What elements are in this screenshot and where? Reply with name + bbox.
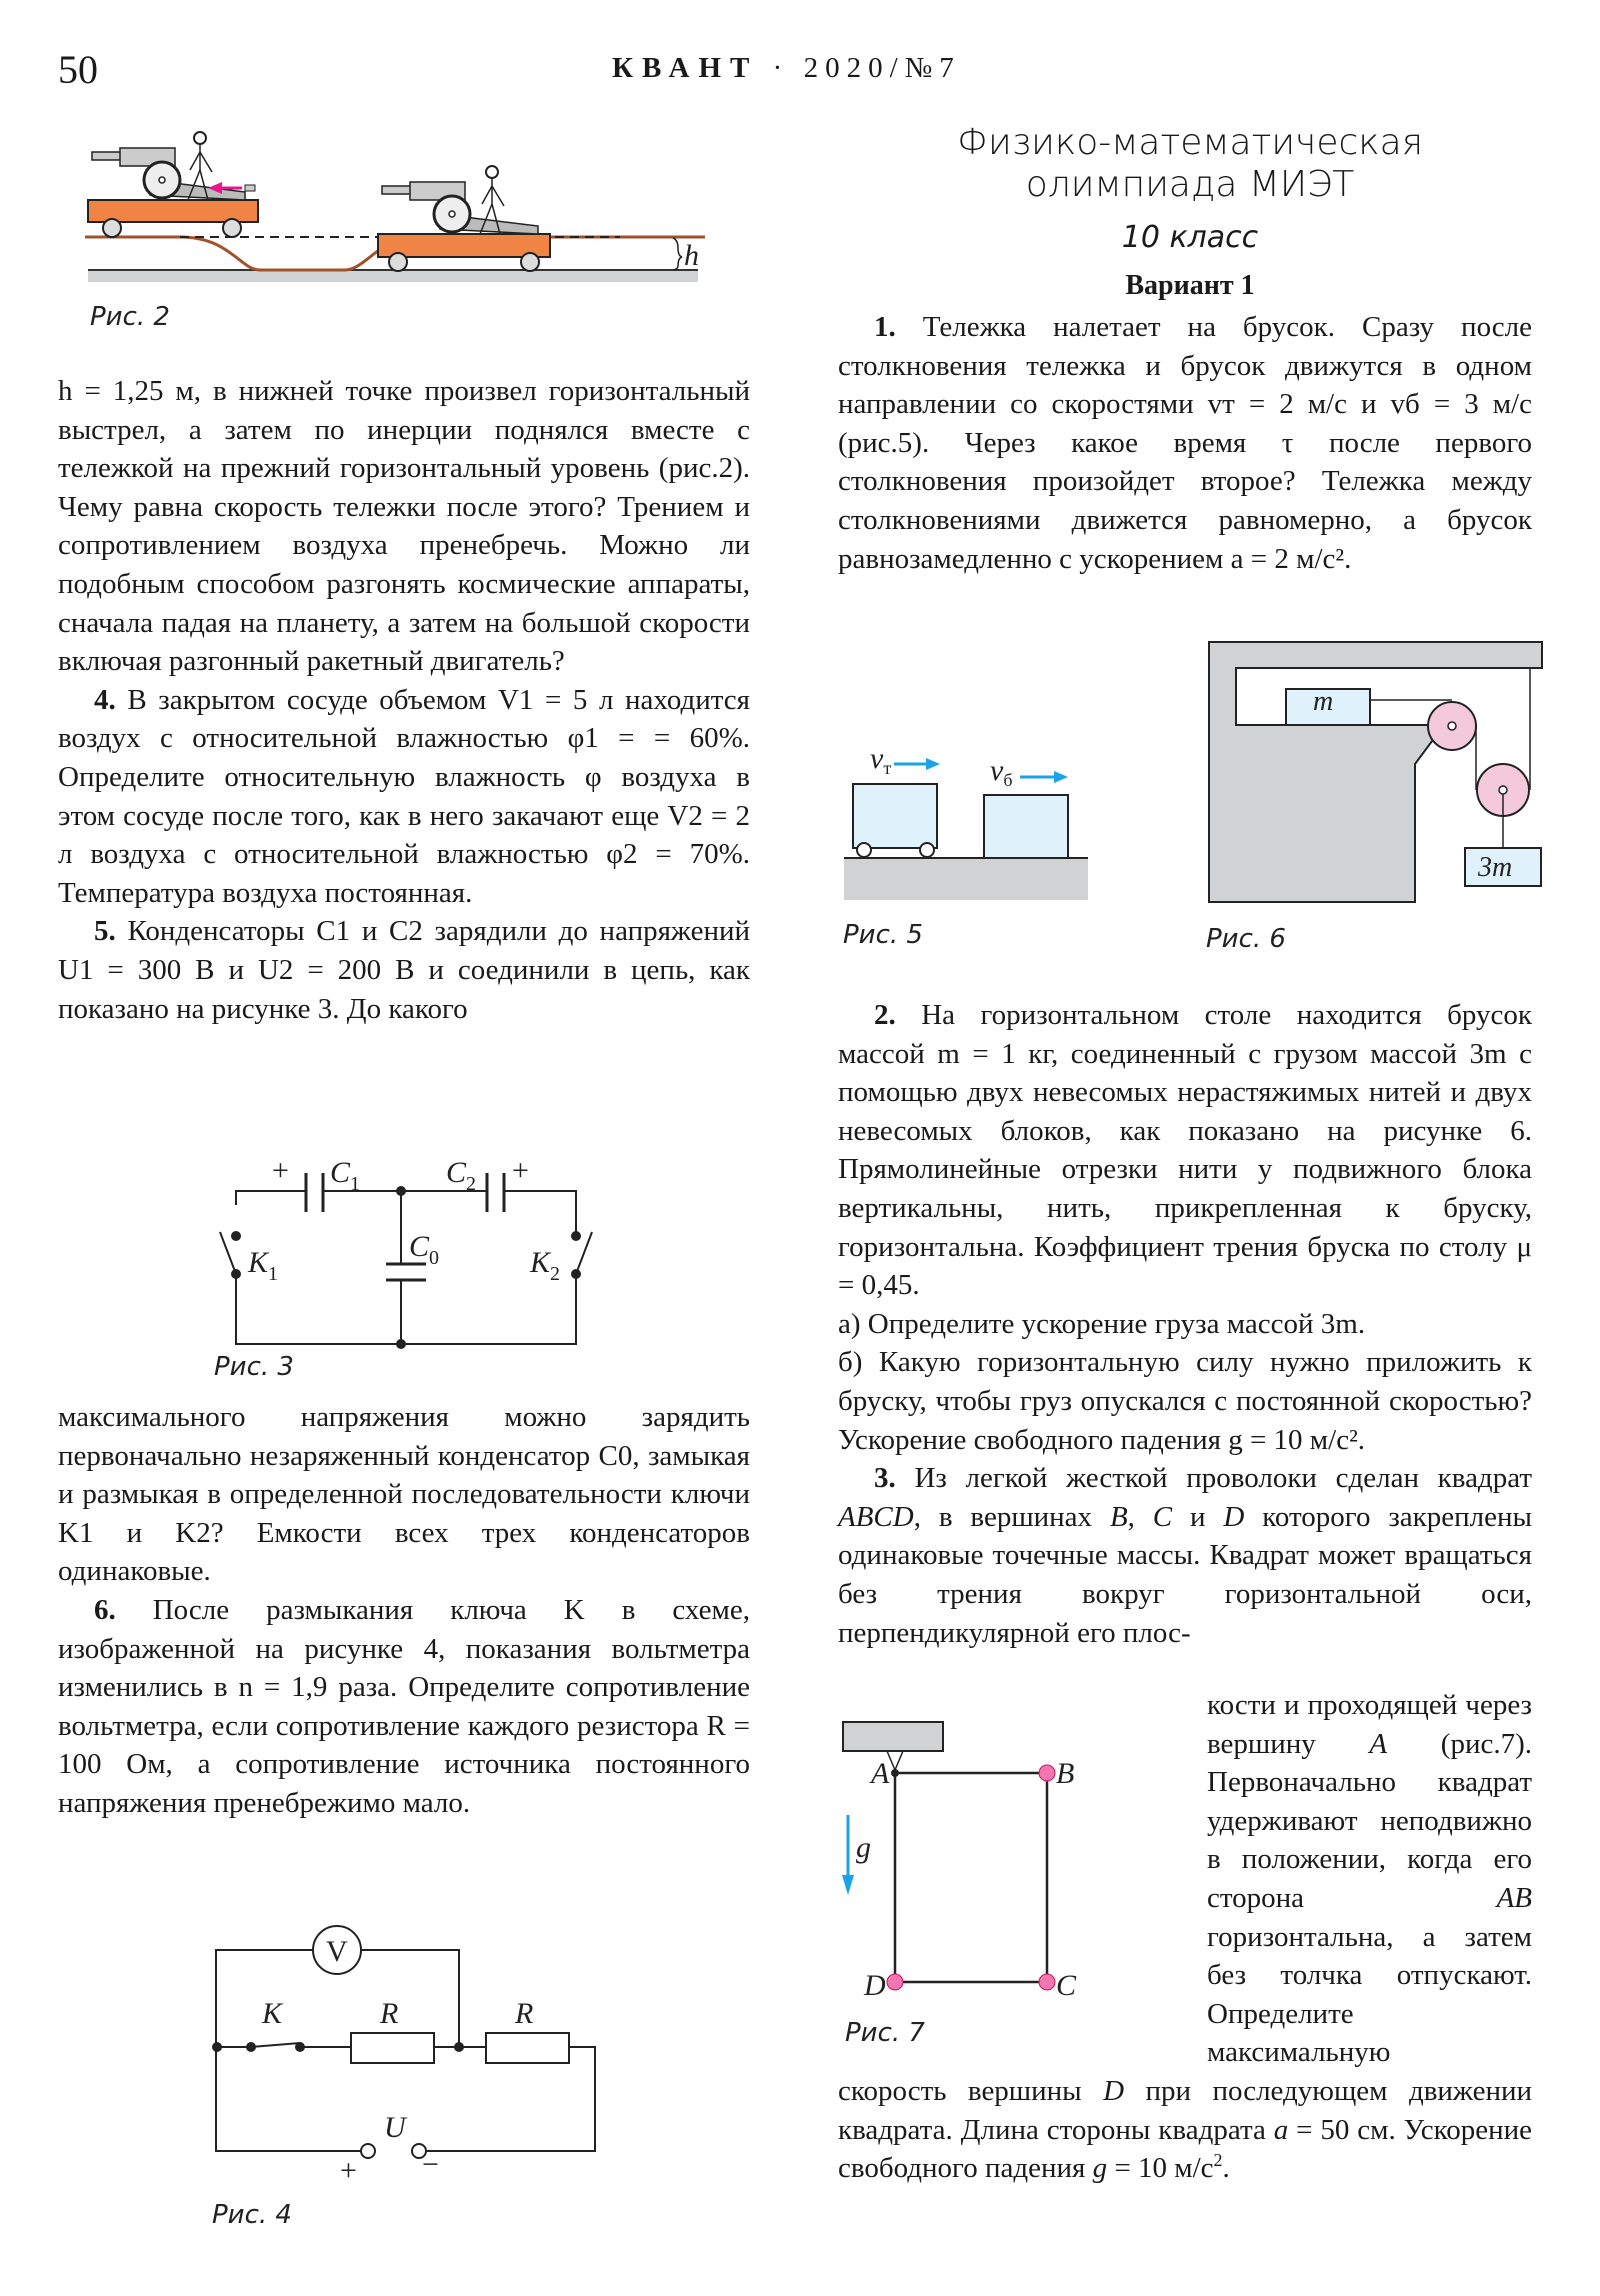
label-b: B (1056, 1757, 1075, 1790)
grade-label: 10 класс (1121, 220, 1259, 255)
problem-3-continuation: h = 1,25 м, в нижней точке произвел горизонтальный выстрел, а затем по инерции поднялся вместе с тележкой на прежний горизонтальный уровень (рис.2). Чему равна скорость тележки после этого? Трением и сопротивлением воздуха пренебречь. Можно ли подобным способом разгонять космические аппараты, сначала падая на планету, а затем на большой скорости включая разгонный ракетный двигатель? (58, 375, 750, 678)
label-v-cart: $v_т$ (870, 742, 892, 778)
label-k: K (262, 1997, 283, 2030)
label-plus-c2: + (512, 1154, 529, 1187)
figure-4-caption: Рис. 4 (212, 2200, 292, 2230)
label-plus-c1: + (272, 1154, 289, 1187)
figure-6-caption: Рис. 6 (1206, 924, 1286, 954)
problem-3-intro: 3. Из легкой жесткой проволоки сделан квадрат ABCD, в вершинах B, C и D которого закреплены одинаковые точечные массы. Квадрат может вращаться без трения вокруг горизонтальной оси, перпендикулярной его плос- (838, 1462, 1532, 1649)
problem-3-number: 3. (874, 1462, 896, 1495)
problem-5-text-before: Конденсаторы C1 и C2 зарядили до напряжений U1 = 300 В и U2 = 200 В и соединили в цепь, как показано на рисунке 3. До какого (58, 915, 751, 1025)
label-d: D (864, 1969, 886, 2002)
problem-6-number: 6. (94, 1593, 116, 1626)
problem-2-text: На горизонтальном столе находится брусок массой m = 1 кг, соединенный с грузом массой 3m с помощью двух невесомых нерастяжимых нитей и двух невесомых блоков, как показано на рисунке 6. Прямолинейные отрезки нити у подвижного блока вертикальны, нить, прикрепленная к бруску, горизонтальна. Коэффициент трения бруска по столу μ = 0,45. (838, 999, 1532, 1302)
label-c0: $C_0$ (409, 1230, 440, 1269)
figure-5-caption: Рис. 5 (843, 920, 923, 950)
label-minus: − (422, 2148, 439, 2181)
title-line-2: олимпиада МИЭТ (1025, 164, 1355, 205)
label-c2: $C_2$ (446, 1156, 477, 1195)
problem-2-part-b: б) Какую горизонтальную силу нужно приложить к бруску, чтобы груз опускался с постоянной скоростью? Ускорение свободного падения g = 10 м/с². (838, 1346, 1532, 1456)
label-plus: + (340, 2154, 357, 2187)
label-r1: R (380, 1997, 399, 2030)
problem-3-wrapped-text: кости и проходящей через вершину A (рис.7). Первоначально квадрат удерживают неподвижно в положении, когда его сторона AB горизонтальна, а затем без толчка отпускают. Определите максимальную (1207, 1689, 1532, 2069)
problem-1-number: 1. (874, 311, 896, 343)
problem-4-text: В закрытом сосуде объемом V1 = 5 л находится воздух с относительной влажностью φ1 = = 60%. Определите относительную влажность φ воздуха в этом сосуде после того, как в него закачают еще V2 = 2 л воздуха с относительной влажностью φ2 = 70%. Температура воздуха постоянная. (58, 683, 750, 909)
problem-1-text: Тележка налетает на брусок. Сразу после столкновения тележка и брусок движутся в одном направлении со скоростями vт = 2 м/с и vб = 3 м/с (рис.5). Через какое время τ после первого столкновения произойдет второе? Тележка между столкновениями движется равномерно, а брусок равнозамедленно с ускорением a = 2 м/с². (838, 311, 1533, 575)
label-k1: $K_1$ (248, 1246, 279, 1285)
figure-2-caption: Рис. 2 (90, 302, 170, 332)
header-separator: · (772, 52, 790, 84)
label-v: V (326, 1935, 348, 1968)
label-r2: R (515, 1997, 534, 2030)
problem-4-number: 4. (94, 683, 116, 716)
label-c1: $C_1$ (330, 1156, 361, 1195)
problem-5-number: 5. (94, 915, 116, 948)
label-m: m (1313, 686, 1334, 717)
journal-name: КВАНТ (612, 52, 759, 84)
label-g: g (856, 1831, 871, 1864)
label-u: U (384, 2111, 406, 2144)
problem-6-text: После размыкания ключа K в схеме, изображенной на рисунке 4, показания вольтметра изменились в n = 1,9 раза. Определите сопротивление вольтметра, если сопротивление каждого резистора R = 100 Ом, а сопротивление источника постоянного напряжения пренебрежимо мало. (58, 1593, 751, 1819)
issue-number: 2020/№7 (803, 52, 961, 84)
figure-3-caption: Рис. 3 (214, 1352, 294, 1382)
label-v-block: $v_б$ (990, 754, 1013, 790)
label-3m: 3m (1478, 852, 1513, 883)
fig2-label-h: h (684, 239, 699, 272)
problem-2-part-a: а) Определите ускорение груза массой 3m. (838, 1307, 1366, 1340)
label-k2: $K_2$ (530, 1246, 561, 1285)
page-number: 50 (58, 47, 98, 92)
variant-heading: Вариант 1 (1125, 270, 1255, 301)
problem-5-continuation: максимального напряжения можно зарядить первоначально незаряженный конденсатор C0, замыкая и размыкая в определенной последовательности ключи K1 и K2? Емкости всех трех конденсаторов одинаковые. (58, 1401, 750, 1588)
title-line-1: Физико-математическая (956, 122, 1423, 163)
label-c: C (1056, 1969, 1077, 2002)
figure-7-caption: Рис. 7 (845, 2018, 925, 2048)
problem-3-ending: скорость вершины D при последующем движении квадрата. Длина стороны квадрата a = 50 см. Ускорение свободного падения g = 10 $м/с^2$. (838, 2075, 1533, 2185)
label-a: A (871, 1757, 890, 1790)
problem-2-number: 2. (874, 999, 896, 1031)
